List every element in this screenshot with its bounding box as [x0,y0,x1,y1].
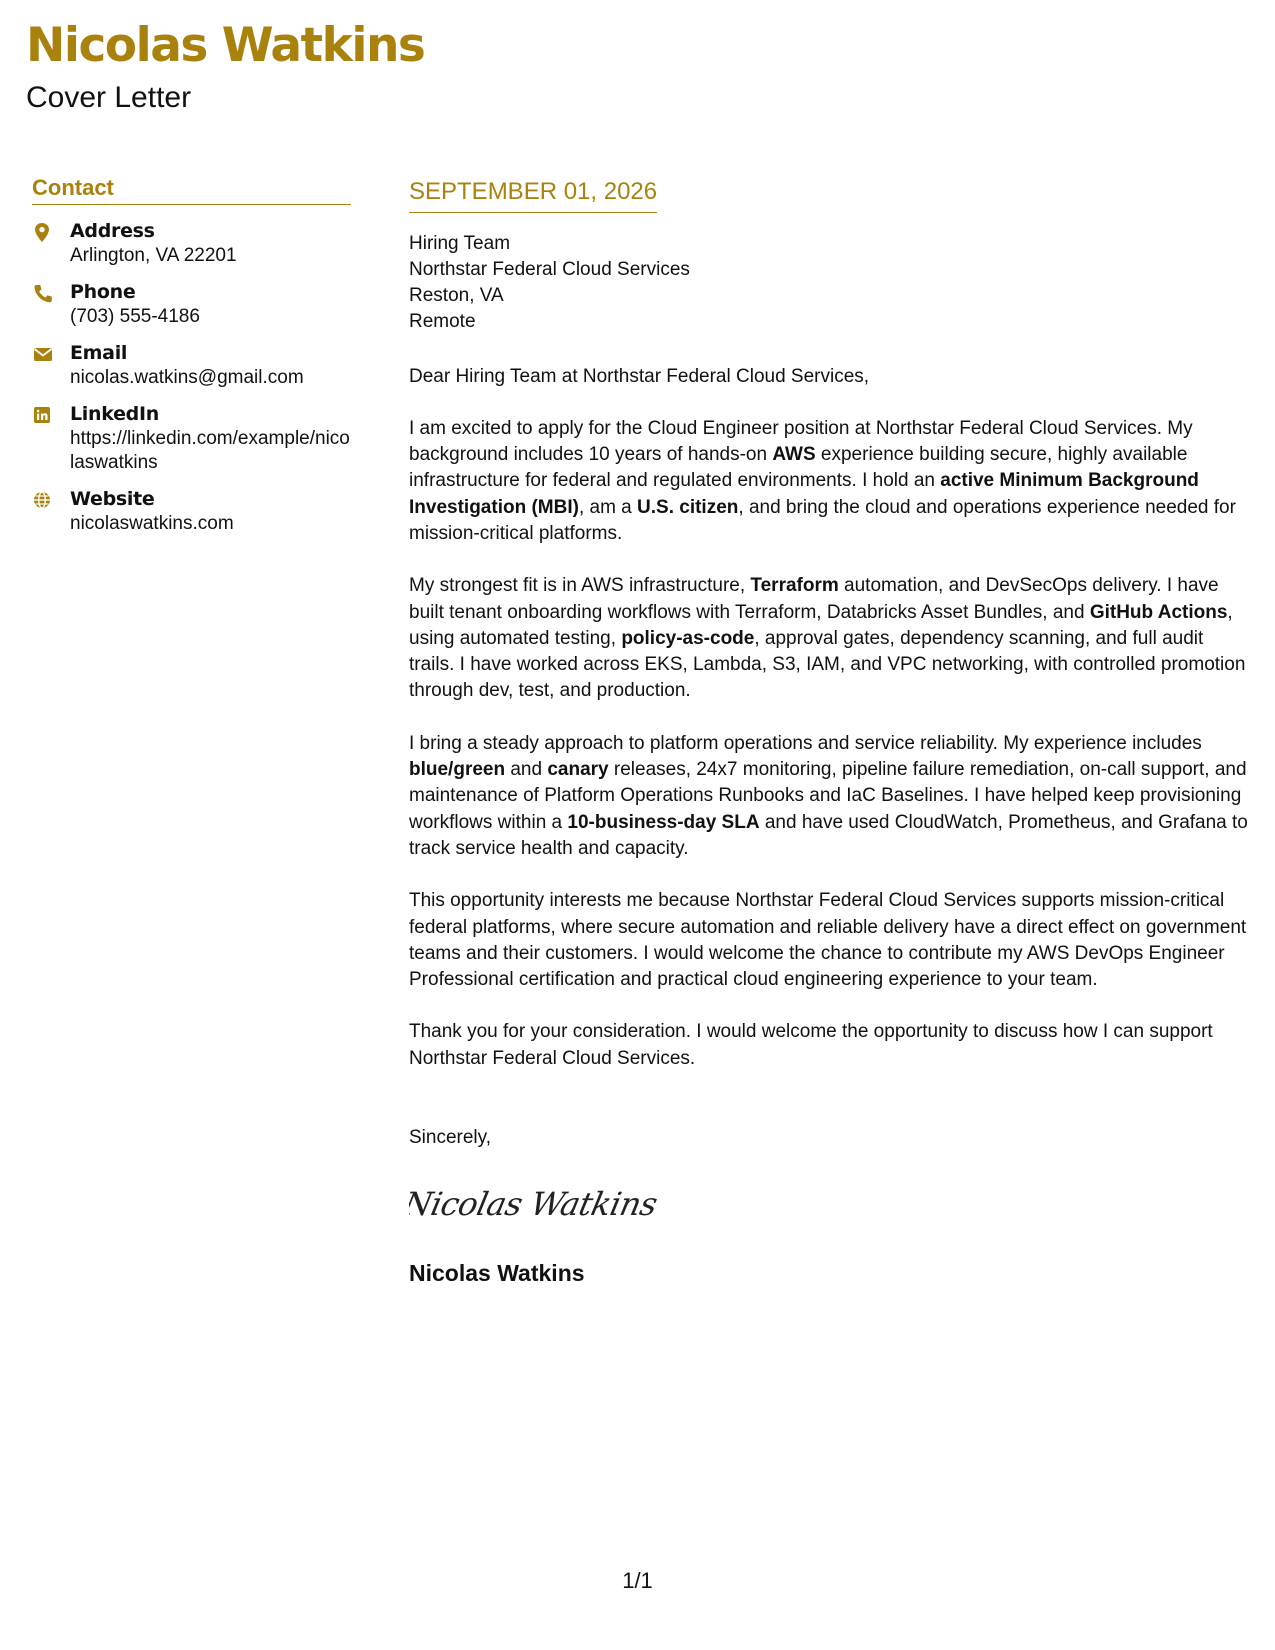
bold-text: Terraform [750,575,839,597]
bold-text: GitHub Actions [1089,601,1228,623]
contact-section-title: Contact [32,175,351,205]
contact-website [32,487,352,536]
text-run: , using automated testing, [409,601,1233,649]
email-value: nicolas.watkins@gmail.com [70,367,304,389]
contact-label: LinkedIn [70,403,159,426]
linkedin-value[interactable]: https://linkedin.com/example/nicolaswatkins [70,428,350,474]
contact-linkedin [32,402,352,475]
contact-label: Phone [70,281,136,304]
recipient-line: Remote [409,310,476,332]
page-number: 1/1 [622,1568,653,1593]
linkedin-icon [32,402,70,475]
envelope-icon [32,341,70,390]
document-subtitle: Cover Letter [26,81,192,114]
text-run: releases, 24x7 monitoring, pipeline failure remediation, on-call support, and maintenance of Platform Operations Runbooks and IaC Baselines. I have helped keep provisioning workflows within a [409,759,1247,833]
phone-icon [32,280,70,329]
bold-text: blue/green [409,759,506,781]
closing: Sincerely, [409,1127,492,1149]
contact-email [32,341,352,390]
text-run: , and bring the cloud and operations experience needed for mission-critical platforms. [409,496,1236,544]
recipient-block [409,231,1249,335]
text-run: I bring a steady approach to platform operations and service reliability. My experience includes [409,732,1202,754]
recipient-line: Northstar Federal Cloud Services [409,258,690,280]
bold-text: canary [547,759,609,781]
text-run: automation, and DevSecOps delivery. I have built tenant onboarding workflows with Terraform, Databricks Asset Bundles, and [409,575,1219,623]
bold-text: AWS [772,444,816,466]
bold-text: active Minimum Background Investigation (MBI) [409,470,1199,518]
text-run: and [505,759,548,781]
applicant-name: Nicolas Watkins [26,18,425,73]
body-paragraph [409,416,1249,547]
letter-paragraphs [409,416,1249,1072]
contact-label: Address [70,220,155,243]
letter-date: SEPTEMBER 01, 2026 [409,178,658,205]
salutation: Dear Hiring Team at Northstar Federal Cloud Services, [409,365,870,387]
bold-text: U.S. citizen [637,496,739,518]
bold-text: 10-business-day SLA [567,811,760,833]
text-run: , approval gates, dependency scanning, and full audit trails. I have worked across EKS, Lambda, S3, IAM, and VPC networking, with controlled promotion through dev, test, and production. [409,627,1246,702]
handwritten-signature [409,1181,1249,1226]
contact-sidebar [32,175,352,536]
contact-label: Email [70,342,128,365]
text-run: My strongest fit is in AWS infrastructure, [409,575,751,597]
text-run: Thank you for your consideration. I would welcome the opportunity to discuss how I can support Northstar Federal Cloud Services. [409,1021,1213,1069]
contact-address [32,219,352,268]
body-paragraph [409,573,1249,704]
svg-text:Nicolas Watkins: Nicolas Watkins [409,1185,661,1223]
text-run: , am a [578,496,638,518]
contact-label: Website [70,488,155,511]
phone-value: (703) 555-4186 [70,306,200,328]
date-block [409,178,657,213]
body-paragraph [409,1019,1249,1072]
text-run: This opportunity interests me because Northstar Federal Cloud Services supports mission-critical federal platforms, where secure automation and reliable delivery have a direct effect on government teams and their customers. I would welcome the chance to contribute my AWS DevOps Engineer Professional certification and practical cloud engineering experience to your team. [409,890,1247,991]
bold-text: policy-as-code [621,627,755,649]
body-paragraph [409,731,1249,862]
recipient-line: Reston, VA [409,284,504,306]
text-run: experience building secure, highly available infrastructure for federal and regulated environments. I hold an [409,444,1188,492]
contact-phone [32,280,352,329]
text-run: I am excited to apply for the Cloud Engineer position at Northstar Federal Cloud Services. My background includes 10 years of hands-on [409,417,1193,466]
address-value: Arlington, VA 22201 [70,245,237,267]
website-value[interactable]: nicolaswatkins.com [70,513,234,535]
body-paragraph [409,888,1249,993]
signature-name: Nicolas Watkins [409,1260,585,1287]
text-run: and have used CloudWatch, Prometheus, and Grafana to track service health and capacity. [409,811,1248,859]
map-pin-icon [32,219,70,268]
recipient-line: Hiring Team [409,232,511,254]
letter-body [409,178,1249,1287]
globe-icon [32,487,70,536]
